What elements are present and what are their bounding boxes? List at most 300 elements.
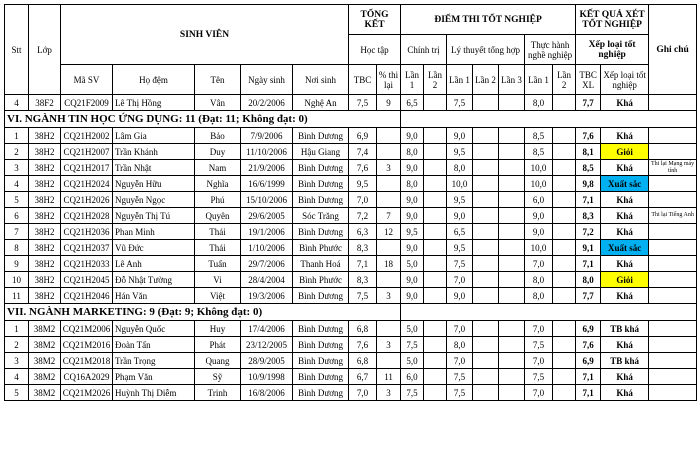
cell-lop: 38H2 [29, 192, 61, 208]
cell-ct1: 5,0 [401, 256, 424, 272]
cell-lt2 [473, 385, 499, 401]
cell-ct1: 6,5 [401, 95, 424, 111]
cell-th2 [553, 224, 576, 240]
cell-stt: 3 [5, 160, 29, 176]
cell-ten: Việt [195, 288, 241, 304]
cell-ghi-chu [649, 240, 697, 256]
cell-xep-loai: Giỏi [601, 272, 649, 288]
cell-lt3 [499, 256, 525, 272]
cell-lt2 [473, 208, 499, 224]
cell-xep-loai: Xuất sắc [601, 240, 649, 256]
cell-ghi-chu [649, 321, 697, 337]
col-ma-sv: Mã SV [61, 65, 113, 95]
cell-th1: 9,0 [525, 208, 553, 224]
cell-lt3 [499, 128, 525, 144]
cell-lt3 [499, 192, 525, 208]
cell-th1: 7,0 [525, 256, 553, 272]
cell-stt: 10 [5, 272, 29, 288]
cell-lop: 38H2 [29, 224, 61, 240]
cell-lop: 38H2 [29, 160, 61, 176]
cell-pct-thi-lai [377, 128, 401, 144]
cell-tbc-xl: 7,7 [576, 288, 601, 304]
cell-ct2 [424, 95, 447, 111]
cell-ho-dem: Đỗ Nhật Tường [113, 272, 195, 288]
cell-ct1: 9,0 [401, 208, 424, 224]
cell-tbc: 6,8 [349, 353, 377, 369]
cell-tbc: 6,9 [349, 128, 377, 144]
cell-noi-sinh: Bình Dương [293, 288, 349, 304]
cell-tbc-xl: 9,1 [576, 240, 601, 256]
cell-ngay-sinh: 28/4/2004 [241, 272, 293, 288]
cell-ten: Vân [195, 95, 241, 111]
cell-ct2 [424, 224, 447, 240]
cell-ct2 [424, 369, 447, 385]
graduation-results-table [4, 4, 697, 401]
cell-ma-sv: CQ21M2026 [61, 385, 113, 401]
cell-ma-sv: CQ21M2006 [61, 321, 113, 337]
cell-ten: Phú [195, 192, 241, 208]
cell-tbc-xl: 6,9 [576, 353, 601, 369]
cell-ten: Nghĩa [195, 176, 241, 192]
cell-ngay-sinh: 21/9/2006 [241, 160, 293, 176]
cell-ngay-sinh: 16/8/2006 [241, 385, 293, 401]
cell-pct-thi-lai [377, 240, 401, 256]
table-row [5, 192, 697, 208]
cell-ma-sv: CQ21H2007 [61, 144, 113, 160]
cell-lt1: 9,5 [447, 144, 473, 160]
cell-tbc-xl: 6,9 [576, 321, 601, 337]
cell-stt: 8 [5, 240, 29, 256]
cell-lt1: 9,0 [447, 288, 473, 304]
cell-tbc: 7,1 [349, 256, 377, 272]
table-row [5, 224, 697, 240]
cell-ma-sv: CQ21M2016 [61, 337, 113, 353]
cell-pct-thi-lai: 7 [377, 208, 401, 224]
cell-ghi-chu [649, 256, 697, 272]
cell-noi-sinh: Bình Dương [293, 337, 349, 353]
section-title: VII. NGÀNH MARKETING: 9 (Đạt: 9; Không đạt: 0) [5, 304, 401, 321]
cell-th1: 10,0 [525, 176, 553, 192]
cell-ma-sv: CQ16A2029 [61, 369, 113, 385]
cell-tbc: 7,6 [349, 160, 377, 176]
cell-ghi-chu [649, 176, 697, 192]
cell-ct1: 9,0 [401, 288, 424, 304]
cell-ct1: 9,0 [401, 128, 424, 144]
cell-lt3 [499, 288, 525, 304]
cell-ho-dem: Nguyễn Quốc [113, 321, 195, 337]
cell-ho-dem: Huỳnh Thị Diễm [113, 385, 195, 401]
cell-ngay-sinh: 10/9/1998 [241, 369, 293, 385]
cell-noi-sinh: Bình Dương [293, 224, 349, 240]
cell-ho-dem: Lê Thị Hồng [113, 95, 195, 111]
cell-ma-sv: CQ21M2018 [61, 353, 113, 369]
cell-th1: 7,0 [525, 385, 553, 401]
cell-th1: 7,0 [525, 321, 553, 337]
cell-lt1: 9,0 [447, 128, 473, 144]
cell-ma-sv: CQ21H2026 [61, 192, 113, 208]
col-ghi-chu: Ghi chú [649, 5, 697, 95]
cell-noi-sinh: Bình Dương [293, 192, 349, 208]
cell-tbc-xl: 8,5 [576, 160, 601, 176]
cell-ho-dem: Vũ Đức [113, 240, 195, 256]
cell-lt3 [499, 224, 525, 240]
col-ten: Tên [195, 65, 241, 95]
cell-th1: 8,0 [525, 272, 553, 288]
cell-lop: 38F2 [29, 95, 61, 111]
cell-tbc: 6,8 [349, 321, 377, 337]
col-lop: Lớp [29, 5, 61, 95]
cell-lt1: 9,5 [447, 240, 473, 256]
cell-lt3 [499, 144, 525, 160]
cell-pct-thi-lai: 3 [377, 385, 401, 401]
cell-ma-sv: CQ21H2017 [61, 160, 113, 176]
cell-stt: 9 [5, 256, 29, 272]
cell-tbc-xl: 7,2 [576, 224, 601, 240]
cell-lt1: 7,0 [447, 272, 473, 288]
cell-ho-dem: Lâm Gia [113, 128, 195, 144]
cell-lt2 [473, 288, 499, 304]
cell-ma-sv: CQ21H2046 [61, 288, 113, 304]
cell-tbc-xl: 7,1 [576, 192, 601, 208]
cell-pct-thi-lai [377, 272, 401, 288]
cell-tbc-xl: 9,8 [576, 176, 601, 192]
cell-lt3 [499, 95, 525, 111]
cell-pct-thi-lai [377, 144, 401, 160]
cell-ct1: 7,5 [401, 385, 424, 401]
cell-lt1: 10,0 [447, 176, 473, 192]
cell-noi-sinh: Bình Phước [293, 240, 349, 256]
cell-noi-sinh: Hậu Giang [293, 144, 349, 160]
cell-ten: Huy [195, 321, 241, 337]
col-th-lan2: Lần 2 [553, 65, 576, 95]
cell-ct2 [424, 176, 447, 192]
cell-noi-sinh: Thanh Hoá [293, 256, 349, 272]
cell-lt1: 7,0 [447, 353, 473, 369]
cell-noi-sinh: Bình Dương [293, 369, 349, 385]
cell-xep-loai: Khá [601, 337, 649, 353]
col-tong-ket: TỔNG KẾT [349, 5, 401, 35]
col-sinh-vien: SINH VIÊN [61, 5, 349, 65]
cell-lt2 [473, 240, 499, 256]
cell-ma-sv: CQ21H2036 [61, 224, 113, 240]
cell-ngay-sinh: 17/4/2006 [241, 321, 293, 337]
cell-lop: 38H2 [29, 144, 61, 160]
cell-noi-sinh: Bình Dương [293, 176, 349, 192]
cell-lt1: 8,0 [447, 160, 473, 176]
cell-th2 [553, 128, 576, 144]
cell-lt2 [473, 144, 499, 160]
cell-lt1: 7,5 [447, 385, 473, 401]
col-stt: Stt [5, 5, 29, 95]
cell-stt: 7 [5, 224, 29, 240]
cell-noi-sinh: Bình Dương [293, 321, 349, 337]
cell-th1: 7,5 [525, 337, 553, 353]
table-row [5, 95, 697, 111]
cell-ngay-sinh: 7/9/2006 [241, 128, 293, 144]
cell-ho-dem: Nguyễn Thị Tú [113, 208, 195, 224]
cell-tbc: 6,7 [349, 369, 377, 385]
cell-lt1: 7,5 [447, 95, 473, 111]
cell-ngay-sinh: 11/10/2006 [241, 144, 293, 160]
cell-tbc-xl: 7,6 [576, 128, 601, 144]
cell-ngay-sinh: 19/3/2006 [241, 288, 293, 304]
table-row [5, 176, 697, 192]
cell-ten: Tuấn [195, 256, 241, 272]
cell-pct-thi-lai [377, 176, 401, 192]
col-thuc-hanh: Thực hành nghề nghiệp [525, 35, 576, 65]
cell-lt2 [473, 256, 499, 272]
cell-tbc: 7,6 [349, 337, 377, 353]
cell-ten: Duy [195, 144, 241, 160]
cell-th1: 8,5 [525, 128, 553, 144]
cell-lop: 38H2 [29, 240, 61, 256]
cell-th2 [553, 208, 576, 224]
cell-xep-loai: TB khá [601, 321, 649, 337]
cell-pct-thi-lai [377, 353, 401, 369]
cell-lt2 [473, 224, 499, 240]
cell-th1: 8,0 [525, 288, 553, 304]
cell-ten: Phát [195, 337, 241, 353]
table-row [5, 353, 697, 369]
cell-ct1: 5,0 [401, 321, 424, 337]
cell-ma-sv: CQ21H2028 [61, 208, 113, 224]
cell-ghi-chu [649, 385, 697, 401]
cell-tbc-xl: 7,6 [576, 337, 601, 353]
col-ly-thuyet: Lý thuyết tổng hợp [447, 35, 525, 65]
cell-tbc: 7,0 [349, 385, 377, 401]
cell-th1: 10,0 [525, 160, 553, 176]
cell-tbc: 7,5 [349, 288, 377, 304]
col-noi-sinh: Nơi sinh [293, 65, 349, 95]
table-row [5, 160, 697, 176]
cell-lt3 [499, 176, 525, 192]
table-header [5, 5, 697, 95]
table-row [5, 128, 697, 144]
cell-ho-dem: Phạm Văn [113, 369, 195, 385]
cell-ct2 [424, 288, 447, 304]
cell-lt1: 6,5 [447, 224, 473, 240]
cell-ct1: 9,0 [401, 240, 424, 256]
cell-th1: 10,0 [525, 240, 553, 256]
cell-pct-thi-lai: 11 [377, 369, 401, 385]
cell-ngay-sinh: 29/7/2006 [241, 256, 293, 272]
cell-th1: 7,5 [525, 369, 553, 385]
cell-noi-sinh: Nghệ An [293, 95, 349, 111]
col-th-lan1: Lần 1 [525, 65, 553, 95]
cell-th2 [553, 385, 576, 401]
cell-th2 [553, 176, 576, 192]
cell-ct2 [424, 128, 447, 144]
cell-th1: 9,0 [525, 224, 553, 240]
cell-ct2 [424, 192, 447, 208]
table-row [5, 240, 697, 256]
col-chinh-tri: Chính trị [401, 35, 447, 65]
cell-ho-dem: Nguyễn Ngọc [113, 192, 195, 208]
cell-xep-loai: Xuất sắc [601, 176, 649, 192]
col-lt-lan2: Lần 2 [473, 65, 499, 95]
cell-ghi-chu [649, 224, 697, 240]
col-ho-dem: Họ đệm [113, 65, 195, 95]
table-row [5, 337, 697, 353]
cell-lop: 38H2 [29, 288, 61, 304]
cell-ten: Trinh [195, 385, 241, 401]
cell-xep-loai: Khá [601, 160, 649, 176]
cell-ho-dem: Trần Trọng [113, 353, 195, 369]
cell-ten: Quyên [195, 208, 241, 224]
cell-th2 [553, 160, 576, 176]
cell-ghi-chu: Thi lại Mạng máy tính [649, 160, 697, 176]
cell-pct-thi-lai: 18 [377, 256, 401, 272]
cell-th2 [553, 256, 576, 272]
section-title: VI. NGÀNH TIN HỌC ỨNG DỤNG: 11 (Đạt: 11; Không đạt: 0) [5, 111, 401, 128]
cell-ten: Nam [195, 160, 241, 176]
cell-ho-dem: Trần Nhật [113, 160, 195, 176]
cell-pct-thi-lai: 9 [377, 95, 401, 111]
col-ct-lan2: Lần 2 [424, 65, 447, 95]
cell-lt3 [499, 369, 525, 385]
cell-ct2 [424, 337, 447, 353]
col-lt-lan1: Lần 1 [447, 65, 473, 95]
cell-th2 [553, 144, 576, 160]
section-row-marketing [5, 304, 697, 321]
cell-ho-dem: Hán Văn [113, 288, 195, 304]
cell-tbc-xl: 7,1 [576, 385, 601, 401]
cell-lt3 [499, 160, 525, 176]
cell-lop: 38M2 [29, 353, 61, 369]
cell-pct-thi-lai: 3 [377, 160, 401, 176]
cell-stt: 4 [5, 369, 29, 385]
cell-lt3 [499, 353, 525, 369]
cell-ct1: 9,0 [401, 272, 424, 288]
cell-lt2 [473, 272, 499, 288]
cell-ho-dem: Nguyễn Hữu [113, 176, 195, 192]
col-ngay-sinh: Ngày sinh [241, 65, 293, 95]
cell-tbc: 7,5 [349, 95, 377, 111]
cell-xep-loai: Khá [601, 128, 649, 144]
cell-tbc-xl: 7,7 [576, 95, 601, 111]
cell-lt2 [473, 128, 499, 144]
cell-ngay-sinh: 23/12/2005 [241, 337, 293, 353]
cell-lop: 38M2 [29, 369, 61, 385]
cell-stt: 6 [5, 208, 29, 224]
cell-lt2 [473, 321, 499, 337]
cell-lop: 38H2 [29, 256, 61, 272]
cell-ten: Bảo [195, 128, 241, 144]
cell-stt: 2 [5, 144, 29, 160]
cell-ghi-chu [649, 272, 697, 288]
cell-noi-sinh: Bình Dương [293, 353, 349, 369]
col-diem-thi: ĐIỂM THI TỐT NGHIỆP [401, 5, 576, 35]
cell-lt2 [473, 176, 499, 192]
cell-ct2 [424, 208, 447, 224]
cell-lt2 [473, 192, 499, 208]
cell-xep-loai: Khá [601, 192, 649, 208]
cell-ngay-sinh: 1/10/2006 [241, 240, 293, 256]
cell-stt: 5 [5, 385, 29, 401]
cell-tbc-xl: 7,1 [576, 256, 601, 272]
cell-ngay-sinh: 29/6/2005 [241, 208, 293, 224]
cell-xep-loai: TB khá [601, 353, 649, 369]
cell-stt: 5 [5, 192, 29, 208]
cell-xep-loai: Khá [601, 385, 649, 401]
cell-ngay-sinh: 16/6/1999 [241, 176, 293, 192]
cell-ghi-chu [649, 128, 697, 144]
cell-th1: 7,0 [525, 353, 553, 369]
cell-ct1: 9,0 [401, 192, 424, 208]
cell-lt2 [473, 160, 499, 176]
cell-ghi-chu [649, 192, 697, 208]
cell-ct2 [424, 160, 447, 176]
cell-th2 [553, 353, 576, 369]
cell-lt1: 7,5 [447, 256, 473, 272]
col-ct-lan1: Lần 1 [401, 65, 424, 95]
cell-th2 [553, 95, 576, 111]
cell-lt3 [499, 337, 525, 353]
cell-th2 [553, 192, 576, 208]
section-row-tin-hoc [5, 111, 697, 128]
cell-ten: Thái [195, 224, 241, 240]
cell-ngay-sinh: 28/9/2005 [241, 353, 293, 369]
cell-tbc: 8,3 [349, 272, 377, 288]
table-row [5, 385, 697, 401]
cell-tbc-xl: 8,3 [576, 208, 601, 224]
col-ket-qua: KẾT QUẢ XÉT TỐT NGHIỆP [576, 5, 649, 35]
cell-pct-thi-lai: 3 [377, 288, 401, 304]
cell-ct2 [424, 321, 447, 337]
cell-lt1: 9,5 [447, 192, 473, 208]
cell-lt1: 8,0 [447, 337, 473, 353]
cell-ct1: 9,5 [401, 224, 424, 240]
cell-lt3 [499, 240, 525, 256]
col-xep-loai-tn: Xếp loại tốt nghiệp [576, 35, 649, 65]
col-lt-lan3: Lần 3 [499, 65, 525, 95]
cell-lt3 [499, 272, 525, 288]
cell-th2 [553, 369, 576, 385]
cell-lt2 [473, 337, 499, 353]
cell-xep-loai: Khá [601, 95, 649, 111]
cell-ct2 [424, 256, 447, 272]
cell-tbc-xl: 8,1 [576, 144, 601, 160]
cell-th1: 8,0 [525, 95, 553, 111]
col-pct-thi-lai: % thi lại [377, 65, 401, 95]
cell-th2 [553, 240, 576, 256]
cell-ghi-chu [649, 369, 697, 385]
col-xep-loai: Xếp loại tốt nghiệp [601, 65, 649, 95]
cell-lt1: 7,5 [447, 369, 473, 385]
cell-ghi-chu [649, 144, 697, 160]
cell-tbc: 7,2 [349, 208, 377, 224]
cell-tbc-xl: 8,0 [576, 272, 601, 288]
cell-th1: 6,0 [525, 192, 553, 208]
table-row [5, 272, 697, 288]
col-hoc-tap: Học tập [349, 35, 401, 65]
cell-pct-thi-lai [377, 192, 401, 208]
cell-ct2 [424, 240, 447, 256]
cell-noi-sinh: Bình Phước [293, 272, 349, 288]
cell-tbc: 7,4 [349, 144, 377, 160]
cell-ho-dem: Trần Khánh [113, 144, 195, 160]
cell-ho-dem: Phan Minh [113, 224, 195, 240]
cell-stt: 4 [5, 95, 29, 111]
cell-ho-dem: Đoàn Tấn [113, 337, 195, 353]
cell-th2 [553, 272, 576, 288]
cell-xep-loai: Khá [601, 288, 649, 304]
cell-lop: 38M2 [29, 321, 61, 337]
cell-tbc: 7,0 [349, 192, 377, 208]
cell-lop: 38M2 [29, 337, 61, 353]
table-row [5, 208, 697, 224]
cell-pct-thi-lai [377, 321, 401, 337]
